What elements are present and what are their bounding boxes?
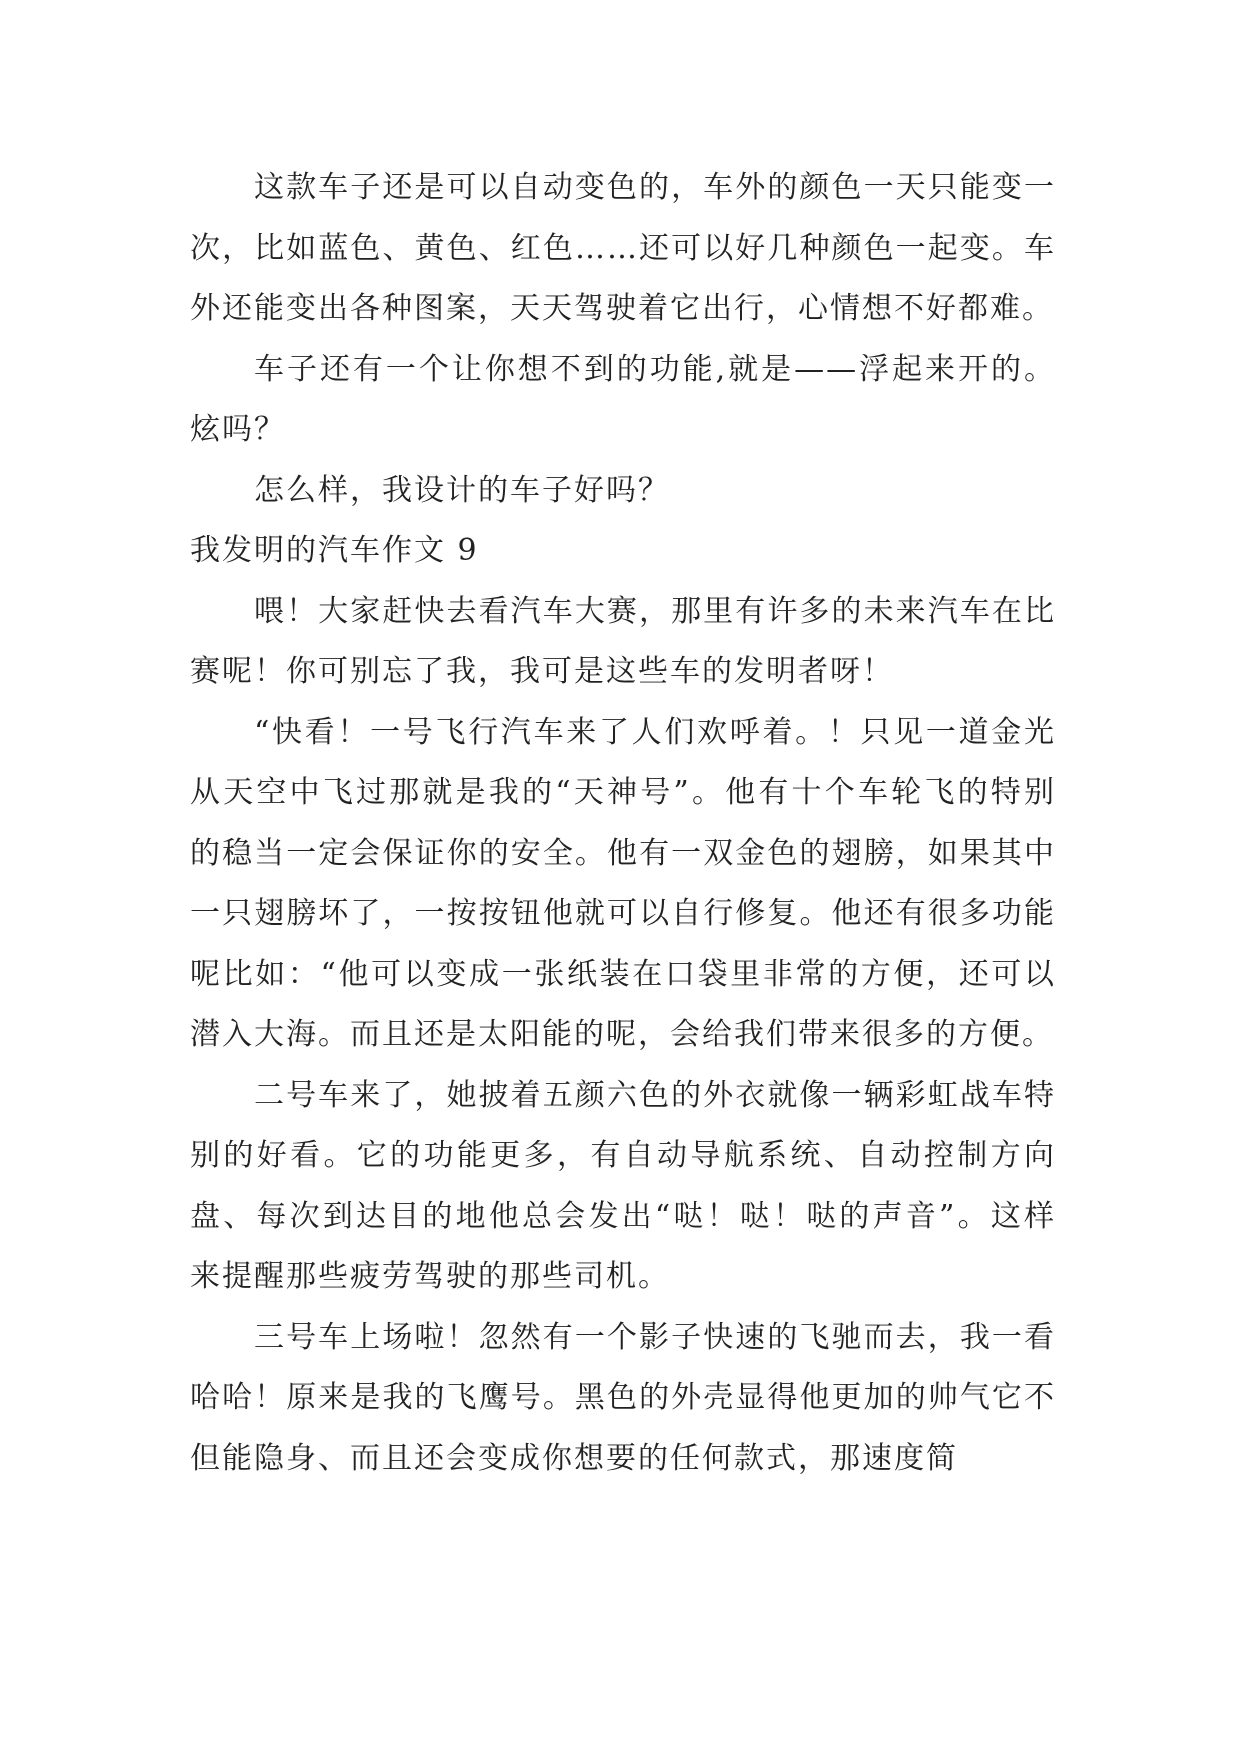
paragraph-car-one: “快看！一号飞行汽车来了人们欢呼着。！只见一道金光从天空中飞过那就是我的“天神号”。他有十个车轮飞的特别的稳当一定会保证你的安全。他有一双金色的翅膀，如果其中一只翅膀坏了，一按按钮他就可以自行修复。他还有很多功能呢比如：“他可以变成一张纸装在口袋里非常的方便，还可以潜入大海。而且还是太阳能的呢，会给我们带来很多的方便。 xyxy=(190,714,1056,1052)
paragraph-floating: 车子还有一个让你想不到的功能,就是——浮起来开的。炫吗？ xyxy=(190,351,1056,447)
section-title: 我发明的汽车作文 9 xyxy=(190,533,479,568)
paragraph-car-three: 三号车上场啦！忽然有一个影子快速的飞驰而去，我一看哈哈！原来是我的飞鹰号。黑色的外壳显得他更加的帅气它不但能隐身、而且还会变成你想要的任何款式，那速度简 xyxy=(190,1319,1056,1476)
paragraph-car-two: 二号车来了，她披着五颜六色的外衣就像一辆彩虹战车特别的好看。它的功能更多，有自动导航系统、自动控制方向盘、每次到达目的地他总会发出“哒！哒！哒的声音”。这样来提醒那些疲劳驾驶的那些司机。 xyxy=(190,1077,1056,1294)
paragraph-intro: 喂！大家赶快去看汽车大赛，那里有许多的未来汽车在比赛呢！你可别忘了我，我可是这些车的发明者呀！ xyxy=(190,593,1056,689)
paragraph-question: 怎么样，我设计的车子好吗？ xyxy=(254,472,670,508)
essay-text xyxy=(190,158,1056,1489)
paragraph-color-change: 这款车子还是可以自动变色的，车外的颜色一天只能变一次，比如蓝色、黄色、红色……还可以好几种颜色一起变。车外还能变出各种图案，天天驾驶着它出行，心情想不好都难。 xyxy=(190,170,1056,326)
